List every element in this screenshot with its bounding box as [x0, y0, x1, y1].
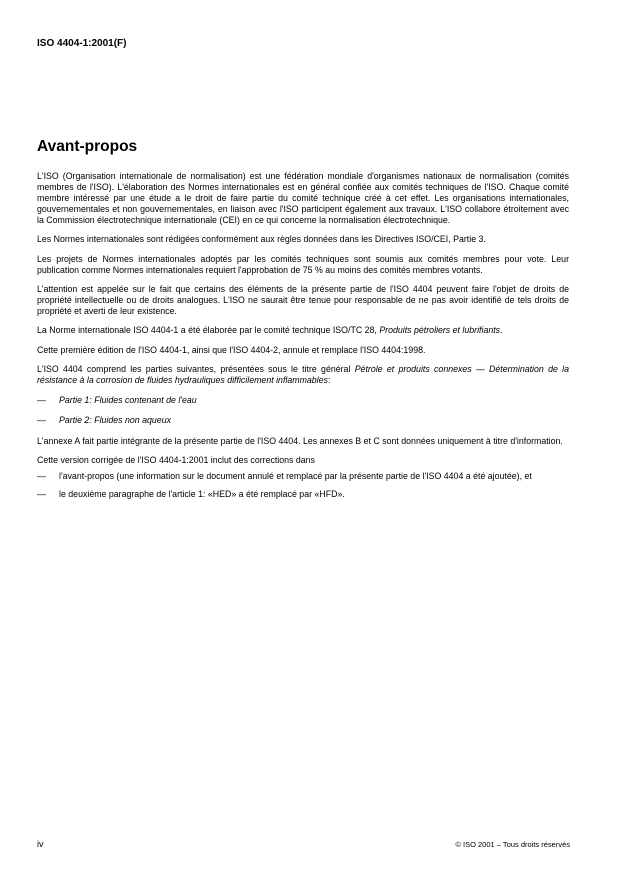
correction-1-text: l'avant-propos (une information sur le document annulé et remplacé par la présente partie de l'ISO 4404 a été ajoutée), et [59, 470, 532, 481]
document-reference: ISO 4404-1:2001(F) [37, 38, 127, 49]
parts-intro-text: L'ISO 4404 comprend les parties suivantes, présentées sous le titre général [37, 364, 355, 375]
paragraph-annexes: L'annexe A fait partie intégrante de la présente partie de l'ISO 4404. Les annexes B et C sont données uniquement à titre d'information. [37, 435, 563, 446]
general-title: Pétrole et produits connexes — Détermination de la résistance à la corrosion de fluides hydrauliques difficilement inflammables [37, 364, 569, 386]
committee-text: La Norme internationale ISO 4404-1 a été élaborée par le comité technique ISO/TC 28, [37, 325, 380, 336]
paragraph-corrections-intro: Cette version corrigée de l'ISO 4404-1:2001 inclut des corrections dans [37, 455, 315, 466]
copyright-notice: © ISO 2001 – Tous droits réservés [455, 840, 570, 849]
page-title: Avant-propos [37, 138, 138, 155]
list-item-correction-1 [37, 471, 569, 482]
dash-icon: — [37, 470, 46, 481]
paragraph-voting: Les projets de Normes internationales adoptés par les comités techniques sont soumis aux comités membres pour vote. Leur publication comme Normes internationales requiert l'approbation de 75 % au moins des comités membres votants. [37, 253, 569, 275]
list-item-correction-2 [37, 489, 569, 500]
list-item-part-2 [37, 415, 569, 426]
dash-icon: — [37, 394, 46, 405]
paragraph-patent-rights: L'attention est appelée sur le fait que certains des éléments de la présente partie de l'ISO 4404 peuvent faire l'objet de droits de propriété intellectuelle ou de droits analogues. L'ISO ne saurait être tenue pour responsable de ne pas avoir identifié de tels droits de propriété et averti de leur existence. [37, 284, 569, 316]
committee-end: . [500, 325, 503, 336]
paragraph-edition: Cette première édition de l'ISO 4404-1, ainsi que l'ISO 4404-2, annule et remplace l'ISO 4404:1998. [37, 344, 426, 355]
paragraph-parts-intro [37, 364, 569, 386]
part-2-title: Partie 2: Fluides non aqueux [59, 415, 171, 426]
list-item-part-1 [37, 395, 569, 406]
paragraph-directives: Les Normes internationales sont rédigées conformément aux règles données dans les Directives ISO/CEI, Partie 3. [37, 234, 486, 245]
part-1-title: Partie 1: Fluides contenant de l'eau [59, 394, 197, 405]
dash-icon: — [37, 488, 46, 499]
foreword-body [37, 171, 569, 507]
paragraph-committee [37, 325, 569, 336]
correction-2-text: le deuxième paragraphe de l'article 1: «HED» a été remplacé par «HFD». [59, 488, 345, 499]
dash-icon: — [37, 415, 46, 426]
paragraph-iso-intro: L'ISO (Organisation internationale de normalisation) est une fédération mondiale d'organismes nationaux de normalisation (comités membres de l'ISO). L'élaboration des Normes internationales est en général confiée aux comités techniques de l'ISO. Chaque comité membre intéressé par une étude a le droit de faire partie du comité technique créé à cet effet. Les organisations internationales, gouvernementales et non gouvernementales, en liaison avec l'ISO participent également aux travaux. L'ISO collabore étroitement avec la Commission électrotechnique internationale (CEI) en ce qui concerne la normalisation électrotechnique. [37, 171, 569, 225]
parts-intro-end: : [327, 375, 331, 386]
page-number: iv [37, 839, 44, 849]
committee-title: Produits pétroliers et lubrifiants [379, 325, 501, 336]
